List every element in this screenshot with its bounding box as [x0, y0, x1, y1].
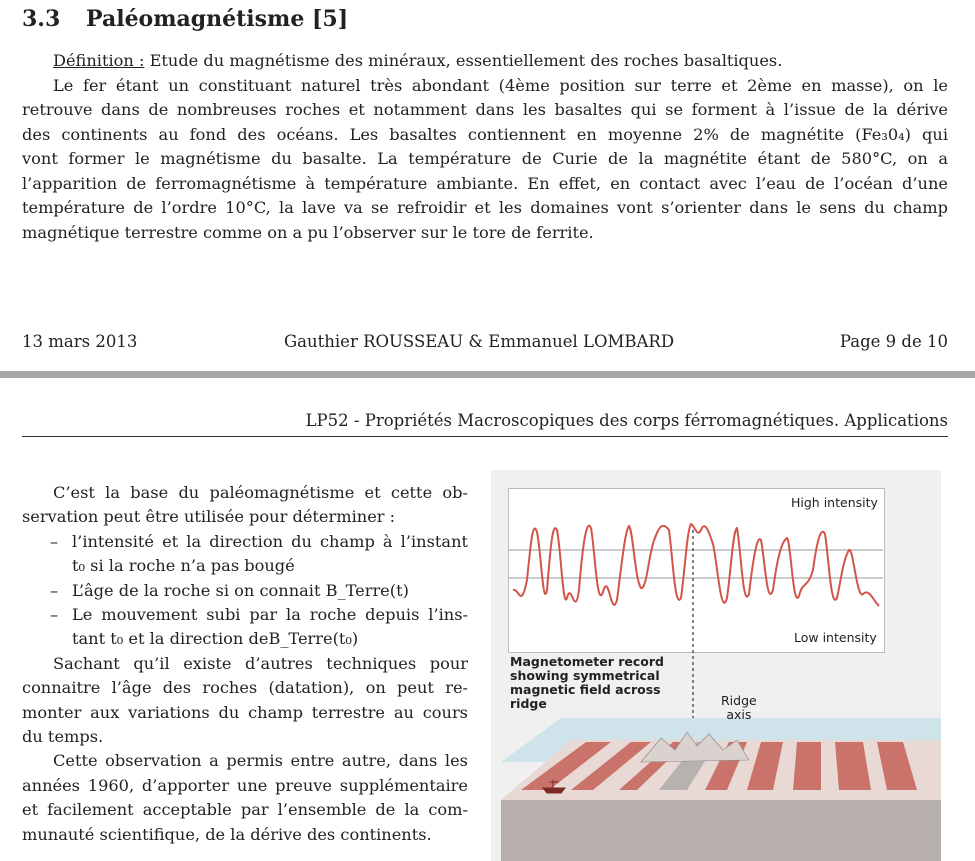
footer-date: 13 mars 2013 [22, 332, 138, 351]
section-number: 3.3 [22, 6, 61, 32]
paragraph-line: monter aux variations du champ terrestre au cours [22, 702, 468, 722]
paragraph-line: magnétique terrestre comme on a pu l’observer sur le tore de ferrite. [22, 222, 594, 242]
seafloor-magnetic-figure [491, 470, 941, 861]
paragraph-line: vont former le magnétisme du basalte. La température de Curie de la magnétite étant de 580°C, on a [22, 149, 948, 168]
paragraph-line: connaitre l’âge des roches (datation), on peut re- [22, 678, 468, 698]
list-dash: – [50, 580, 59, 600]
header-rule [22, 436, 948, 437]
page-separator [0, 371, 975, 378]
running-header: LP52 - Propriétés Macroscopiques des corps férromagnétiques. Applications [305, 411, 948, 430]
paragraph-line: des continents au fond des océans. Les basaltes contiennent en moyenne 2% de magnétite (Fe₃0₄) qui [22, 124, 948, 144]
caption-line: showing symmetrical [510, 668, 660, 683]
footer-authors: Gauthier ROUSSEAU & Emmanuel LOMBARD [284, 332, 675, 351]
list-item [22, 579, 468, 603]
section-heading [22, 6, 348, 32]
ridge-axis-label [721, 694, 757, 722]
ridge-label-line: axis [726, 707, 752, 722]
paragraph-line: température de l’ordre 10°C, la lave va se refroidir et les domaines vont s’orienter dans le sens du champ [22, 198, 948, 217]
paragraph-line: Cette observation a permis entre autre, dans les [53, 751, 468, 771]
caption-line: magnetic field across [510, 682, 661, 697]
paragraph-line: retrouve dans de nombreuses roches et notamment dans les basaltes qui se forment à l’issue de la dérive [22, 100, 948, 119]
list-item-line: tant t₀ et la direction deB_Terre(t₀) [72, 629, 359, 649]
high-intensity-label: High intensity [791, 495, 878, 510]
list-item-line: l’intensité et la direction du champ à l’instant [72, 531, 468, 551]
list-item-line: t₀ si la roche n’a pas bougé [72, 556, 295, 576]
left-column-text [22, 481, 468, 847]
ridge-label-line: Ridge [721, 693, 757, 708]
section-title: Paléomagnétisme [5] [86, 6, 349, 32]
magnetometer-trace [513, 524, 879, 606]
paragraph-line: C’est la base du paléomagnétisme et cette ob- [53, 483, 468, 502]
paragraph-line: et facilement acceptable par l’ensemble de la com- [22, 800, 468, 820]
caption-line: ridge [510, 696, 547, 711]
magnetometer-record-caption [510, 655, 664, 711]
list-item [22, 530, 468, 579]
definition-line [22, 49, 948, 74]
list-dash: – [50, 531, 59, 551]
list-item-line: L’âge de la roche si on connait B_Terre(t) [72, 580, 409, 600]
list-item-line: Le mouvement subi par la roche depuis l’ins- [72, 605, 468, 625]
definition-text: Etude du magnétisme des minéraux, essentiellement des roches basaltiques. [144, 51, 783, 70]
caption-line: Magnetometer record [510, 654, 664, 669]
magnetic-stripe [793, 742, 821, 790]
definition-label: Définition : [53, 51, 145, 70]
paragraph-line: Sachant qu’il existe d’autres techniques pour [53, 653, 468, 673]
paragraph-line: munauté scientifique, de la dérive des continents. [22, 824, 432, 844]
paragraph-line: Le fer étant un constituant naturel très abondant (4ème position sur terre et 2ème en masse), on le [53, 75, 948, 95]
list-dash: – [50, 605, 59, 625]
list-item [22, 603, 468, 652]
paragraph-line: servation peut être utilisée pour déterminer : [22, 507, 396, 527]
paragraph-definition [22, 49, 948, 245]
low-intensity-label: Low intensity [794, 630, 877, 645]
paragraph-line: du temps. [22, 727, 104, 747]
seafloor-front-face [501, 800, 941, 861]
paragraph-line: l’apparition de ferromagnétisme à température ambiante. En effet, en contact avec l’eau de l’océan d’une [22, 173, 948, 193]
paragraph-line: années 1960, d’apporter une preuve supplémentaire [22, 775, 468, 795]
footer-page-number: Page 9 de 10 [839, 332, 948, 351]
